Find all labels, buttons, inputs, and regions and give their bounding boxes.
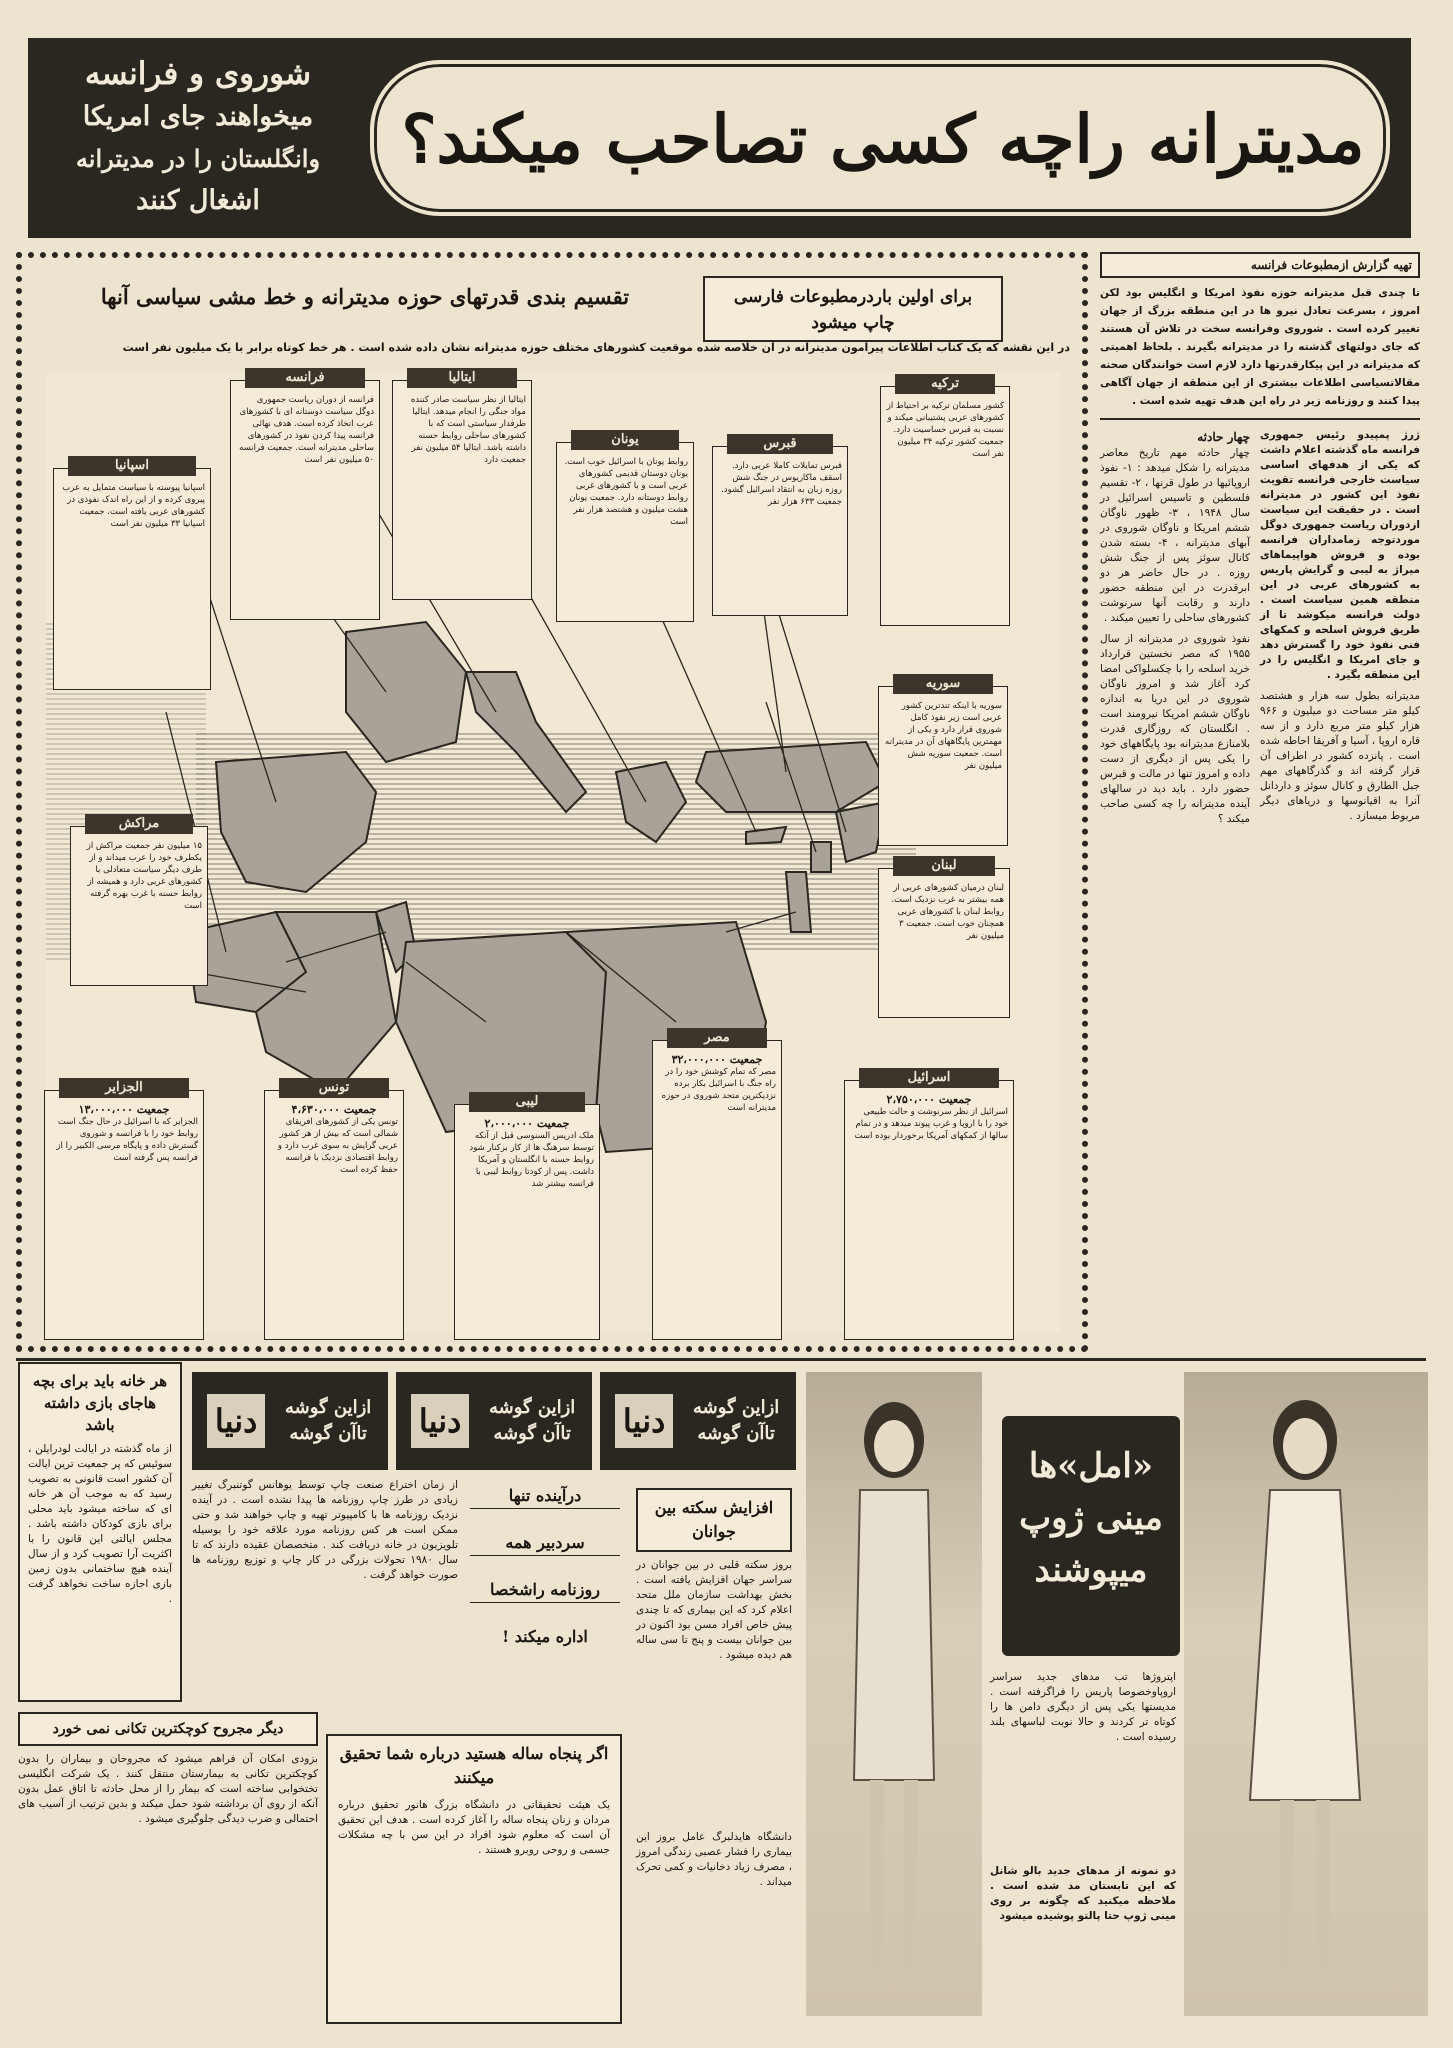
fashion-caption: دو نمونه از مدهای جدید بالو شانل که این تابستان مد شده است . ملاحظه میکنید که چگونه بر روی مینی ژوپ حتا پالتو پوشیده میشود [990, 1865, 1176, 1922]
masthead [28, 38, 1411, 238]
dunya-banner-word: دنیا [615, 1394, 674, 1448]
country-text: مصر که تمام کوشش خود را در راه جنگ با اسرائیل بکار برده نزدیکترین متحد شوروی در حوزه مدیترانه است [661, 1067, 776, 1113]
right-column [1100, 252, 1420, 1352]
article-body-4: نفوذ شوروی در مدیترانه از سال ۱۹۵۵ که مصر نخستین قرارداد خرید اسلحه را با چکسلواکی امضا کرد آغاز شد و امروز ناوگان شوروی در این دریا به اندازه ناوگان ششم امریکا نیرومند است . انگلستان که روزگاری قدرت بلامنازع مدیترانه بود پایگاههای خود را یکی پس از دیگری از دست داده و امروز تنها در مالت و قبرس حضور دارد . باید دید در سالهای آینده مدیترانه را چه کسی صاحب میکند ؟ [1100, 633, 1250, 825]
country-label: سوریه [893, 674, 993, 694]
country-text: فرانسه از دوران ریاست جمهوری دوگل سیاست دوستانه ای با کشورهای عرب اتخاذ کرده است. هدف نهائی فرانسه پیدا کردن نفوذ در کشورهای ساحلی مدیترانه است. جمعیت فرانسه ۵۰ میلیون نفر است [239, 395, 374, 465]
play-space-text: از ماه گذشته در ایالت لودرایلن ، سوئیس که پر جمعیت ترین ایالت آن کشور است قانونی به تصویب رسید که به موجب آن هر خانه ای که ساخته میشود باید محلی برای بازی کودکان داشته باشد . مجلس ایالتی این قانون را با اکثریت آرا تصویب کرد و از سال آینده هیچ ساختمانی بدون زمین بازی اجازه ساخت نخواهد گرفت . [28, 1443, 172, 1605]
section-divider [16, 1358, 1426, 1361]
country-text: اسرائیل از نظر سرنوشت و حالت طبیعی خود را با اروپا و غرب پیوند میدهد و در تمام سالها از کمکهای آمریکا برخوردار بوده است [854, 1107, 1008, 1141]
country-text: کشور مسلمان ترکیه بر احتیاط از کشورهای عربی پشتیبانی میکند و نسبت به قبرس حساسیت دارد. جمعیت کشور ترکیه ۳۴ میلیون نفر است [886, 401, 1004, 459]
first-time-box [703, 276, 1003, 342]
country-box-algeria [44, 1080, 204, 1340]
country-label: فرانسه [245, 368, 365, 388]
article-body-1: ژرژ پمپیدو رئیس جمهوری فرانسه ماه گذشته اعلام داشت که یکی از هدفهای اساسی سیاست خارجی فرانسه تقویت نفوذ این کشور در مدیترانه است . در حقیقت این سیاست ازدوران ریاست جمهوری دوگل موردتوجه زمامداران فرانسه بوده و فروش هواپیماهای میراژ به لیبی و گرایش پاریس به کشورهای عربی در این منطقه همین سیاست است . دولت فرانسه میکوشد تا از طریق فروش اسلحه و کمکهای فنی نفوذ خود را گسترش دهد و جای امریکا و انگلیس را در این منطقه بگیرد . [1260, 429, 1420, 681]
country-text: الجزایر که با اسرائیل در حال جنگ است روابط خود را با فرانسه و شوروی گسترش داده و پایگاه مرسی الکبیر را از فرانسه پس گرفته است [56, 1117, 198, 1163]
country-box-spain [53, 458, 211, 690]
country-label: ایتالیا [407, 368, 517, 388]
country-label: تونس [279, 1078, 389, 1098]
sidebar-line: اشغال کنند [136, 185, 260, 216]
first-time-label: برای اولین باردرمطبوعات فارسی چاپ میشود [733, 287, 973, 333]
country-label: الجزایر [59, 1078, 189, 1098]
dunya-banner [600, 1372, 796, 1470]
country-label: یونان [571, 430, 679, 450]
wounded-title: دیگر مجروح کوچکترین تکانی نمی خورد [52, 1721, 284, 1737]
dunya-banner-text: ازاین گوشه تاآن گوشه [489, 1397, 576, 1444]
source-label-box [1100, 252, 1420, 278]
country-label: ترکیه [895, 374, 995, 394]
stroke-title: افزایش سکته بین جوانان [654, 1498, 774, 1541]
dunya-banner [396, 1372, 592, 1470]
country-text: لبنان درمیان کشورهای عربی از همه بیشتر به غرب نزدیک است. روابط لبنان با کشورهای عربی همچنان خوب است. جمعیت ۳ میلیون نفر [891, 883, 1004, 941]
model-figure-right [1210, 1380, 1400, 2000]
future-item: درآینده تنها [470, 1484, 620, 1509]
sidebar-line: شوروی و فرانسه [84, 56, 312, 92]
country-box-syria [878, 676, 1008, 846]
future-list [470, 1484, 620, 1674]
play-space-box [18, 1362, 182, 1702]
fashion-text: اپتروژها تب مدهای جدید سراسر اروپاوخصوصا پاریس را فراگرفته است . مدیستها یکی پس از دیگری دامن ها را کوتاه تر کردند و حالا نوبت لباسهای بلند رسیده است . [990, 1671, 1176, 1743]
country-label: قبرس [727, 434, 833, 454]
sidebar-line: وانگلستان را در مدیترانه [75, 144, 321, 173]
country-pop: جمعیت ۲،۷۵۰،۰۰۰ [886, 1093, 972, 1106]
country-box-france [230, 370, 380, 620]
fashion-title-box [1002, 1416, 1180, 1656]
wounded-title-box [18, 1712, 318, 1746]
country-pop: جمعیت ۱۳،۰۰۰،۰۰۰ [78, 1103, 170, 1116]
wounded-box [18, 1712, 318, 2024]
main-headline: مدیترانه راچه کسی تصاحب میکند؟ [401, 100, 1365, 178]
lead-paragraph: تا چندی قبل مدیترانه حوزه نفوذ امریکا و انگلیس بود لکن امروز ، بسرعت تعادل نیرو ها در این منطقه بزرگ از جهان تغییر کرده است . شوروی وفرانسه سخت در تلاش آن هستند که جای دولتهای گذشته را در مدیترانه بگیرند . بلحاظ اهمیتی که مدیترانه در این پیکارقدرتها دارد لازم است خوانندگان صحنه مقالاتسیاسی اطلاعات بیشتری از این منطقه از جهان آگاهی پیدا کنند و روزنامه زیر در راه این هدف تهیه شده است . [1100, 284, 1420, 420]
wounded-text: بزودی امکان آن فراهم میشود که مجروحان و بیماران را بدون کوچکترین تکانی به بیمارستان منتقل کنند . یک شرکت انگلیسی تختخوابی ساخته است که بیمار را از محل حادثه تا اتاق عمل بدون آنکه از روی آن برداشته شود حمل میکند و بدین ترتیب از آسیب های احتمالی و ضرب دیدگی جلوگیری میشود . [18, 1753, 318, 1825]
map-intro: در این نقشه که یک کتاب اطلاعات پیرامون مدیترانه در آن خلاصه شده موقعیت کشورهای مختلف حوزه مدیترانه نشان داده شده است . هر خط کوتاه برابر با یک میلیون نفر است [122, 341, 1070, 354]
country-text: ۱۵ میلیون نفر جمعیت مراکش از یکطرف خود را عرب میداند و از طرف دیگر سیاست متعادلی با کشورهای غربی دارد و همیشه از روابط حسنه با غرب بهره گرفته است [86, 841, 202, 911]
country-label: اسرائیل [859, 1068, 999, 1088]
model-figure-left [816, 1380, 972, 2000]
country-box-turkey [880, 376, 1010, 626]
research-text: یک هیئت تحقیقاتی در دانشگاه بزرگ هانور تحقیق درباره مردان و زنان پنجاه ساله را آغاز کرده است . هدف این تحقیق آن است که معلوم شود افراد در این سن با چه مشکلات جسمی و روحی روبرو هستند . [338, 1799, 610, 1856]
country-box-italy [392, 370, 532, 600]
dunya-banner-word: دنیا [411, 1394, 470, 1448]
country-pop: جمعیت ۳۲،۰۰۰،۰۰۰ [671, 1053, 763, 1066]
future-item: سردبیر همه [470, 1531, 620, 1556]
masthead-sidebar [40, 52, 356, 222]
country-box-cyprus [712, 436, 848, 616]
country-label: مراکش [85, 814, 193, 834]
fashion-title: «امل»ها مینی ژوپ میپوشند [1019, 1446, 1163, 1590]
press-text: از زمان اختراع صنعت چاپ توسط یوهانس گوتنبرگ تغییر زیادی در طرز چاپ روزنامه ها پیدا نشده است . در آینده نزدیک روزنامه ها با کامپیوتر تهیه و چاپ خواهند شد و حتی ممکن است هر کس روزنامه مورد علاقه خود را بوسیله تلویزیون در خانه دریافت کند . متخصصان عقیده دارند که تا سال ۱۹۸۰ تحولات بزرگی در کار چاپ و توزیع روزنامه ها صورت خواهد گرفت . [192, 1479, 458, 1581]
article-body-3: چهار حادثه مهم تاریخ معاصر مدیترانه را شکل میدهد : ۱- نفوذ اروپائیها در طول قرنها ، ۲- تقسیم فلسطین و تاسیس اسرائیل در سال ۱۹۴۸ ، ۳- ظهور ناوگان ششم امریکا و ناوگان شوروی در آبهای مدیترانه ، ۴- بسته شدن کانال سوئز پس از جنگ شش روزه . در حال حاضر هر دو ابرقدرت در این منطقه حضور دارند و رقابت آنها سرنوشت کشورهای ساحلی را تعیین میکند . [1100, 447, 1250, 624]
future-item: اداره میکند ! [502, 1627, 588, 1646]
dunya-banner [192, 1372, 388, 1470]
dunya-banner-text: ازاین گوشه تاآن گوشه [285, 1397, 372, 1444]
map-title: تقسیم بندی قدرتهای حوزه مدیترانه و خط مشی سیاسی آنها [100, 284, 630, 309]
dunya-banner-row [192, 1372, 796, 1470]
country-text: روابط یونان با اسرائیل خوب است. یونان دوستان قدیمی کشورهای عربی است و با کشورهای غربی روابط دوستانه دارد. جمعیت یونان هشت میلیون و هشتصد هزار نفر است [564, 457, 688, 527]
country-box-greece [556, 432, 694, 622]
article-body-2: مدیترانه بطول سه هزار و هشتصد کیلو متر مساحت دو میلیون و ۹۶۶ هزار کیلو متر مربع دارد و از سه قاره اروپا ، آسیا و آفریقا احاطه شده است . پانزده کشور در اطراف آن قرار گرفته اند و گذرگاههای مهم جبل الطارق و کانال سوئز و داردانل آنرا به اقیانوسها و دریاهای دیگر مربوط میسازد . [1260, 690, 1420, 822]
stroke-title-box [636, 1488, 792, 1552]
stroke-text-2: دانشگاه هایدلبرگ عامل بروز این بیماری را فشار عصبی زندگی امروز ، مصرف زیاد دخانیات و کمی تحرک میداند . [636, 1831, 792, 1888]
article-subhead: چهار حادثه [1197, 430, 1250, 444]
country-box-egypt [652, 1030, 782, 1340]
country-label: لیبی [469, 1092, 585, 1112]
country-box-tunisia [264, 1080, 404, 1340]
country-text: ملک ادریس السنوسی قبل از آنکه توسط سرهنگ ها از کار برکنار شود روابط حسنه با انگلستان و آمریکا داشت. پس از کودتا روابط لیبی با فرانسه بیشتر شد [469, 1131, 594, 1189]
country-label: اسپانیا [68, 456, 196, 476]
country-pop: جمعیت ۲،۰۰۰،۰۰۰ [484, 1117, 570, 1130]
stroke-text: بروز سکته قلبی در بین جوانان در سراسر جهان افزایش یافته است . بخش بهداشت سازمان ملل متحد اعلام کرد که این بیماری که تا چندی پیش خاص افراد مسن بود اکنون در بین جوانان بیست و پنج تا سی ساله هم دیده میشود . [636, 1559, 792, 1661]
country-label: لبنان [893, 856, 995, 876]
country-box-israel [844, 1070, 1014, 1340]
source-label: تهیه گزارش ازمطبوعات فرانسه [1250, 258, 1412, 272]
future-item: روزنامه راشخصا [470, 1578, 620, 1603]
country-text: تونس یکی از کشورهای افریقای شمالی است که بیش از هر کشور عربی گرایش به سوی غرب دارد و روابط اقتصادی نزدیک با فرانسه حفظ کرده است [277, 1117, 398, 1175]
country-pop: جمعیت ۴،۶۳۰،۰۰۰ [291, 1103, 377, 1116]
research-box [326, 1734, 622, 2024]
country-box-morocco [70, 816, 208, 986]
sidebar-line: میخواهند جای امریکا [82, 101, 314, 132]
dunya-banner-text: ازاین گوشه تاآن گوشه [693, 1397, 780, 1444]
country-text: ایتالیا از نظر سیاست صادر کننده مواد جنگی را انجام میدهد. ایتالیا طرفدار سیاستی است که با کشورهای ساحلی روابط حسنه داشته باشد. ایتالیا ۵۴ میلیون نفر جمعیت دارد [410, 395, 526, 465]
country-box-libya [454, 1094, 600, 1340]
play-space-title: هر خانه باید برای بچه هاجای بازی داشته باشد [32, 1372, 168, 1434]
stroke-article [636, 1488, 792, 1828]
country-text: قبرس تمایلات کاملا عربی دارد. اسقف ماکاریوس در جنگ شش روزه زبان به انتقاد اسرائیل گشود. جمعیت ۶۳۳ هزار نفر [721, 461, 842, 507]
dunya-banner-word: دنیا [207, 1394, 266, 1448]
country-label: مصر [667, 1028, 767, 1048]
country-text: سوریه با اینکه تندترین کشور عربی است زیر نفوذ کامل شوروی قرار دارد و یکی از مهمترین پایگاههای آن در مدیترانه است. جمعیت سوریه شش میلیون نفر [885, 701, 1002, 771]
country-box-lebanon [878, 858, 1010, 1018]
country-text: اسپانیا پیوسته با سیاست متمایل به عرب پیروی کرده و از این راه اندک نفوذی در کشورهای عربی یافته است. جمعیت اسپانیا ۳۳ میلیون نفر است [62, 483, 205, 529]
research-title: اگر پنجاه ساله هستید درباره شما تحقیق میکنند [339, 1744, 609, 1787]
country-israel [786, 872, 811, 932]
